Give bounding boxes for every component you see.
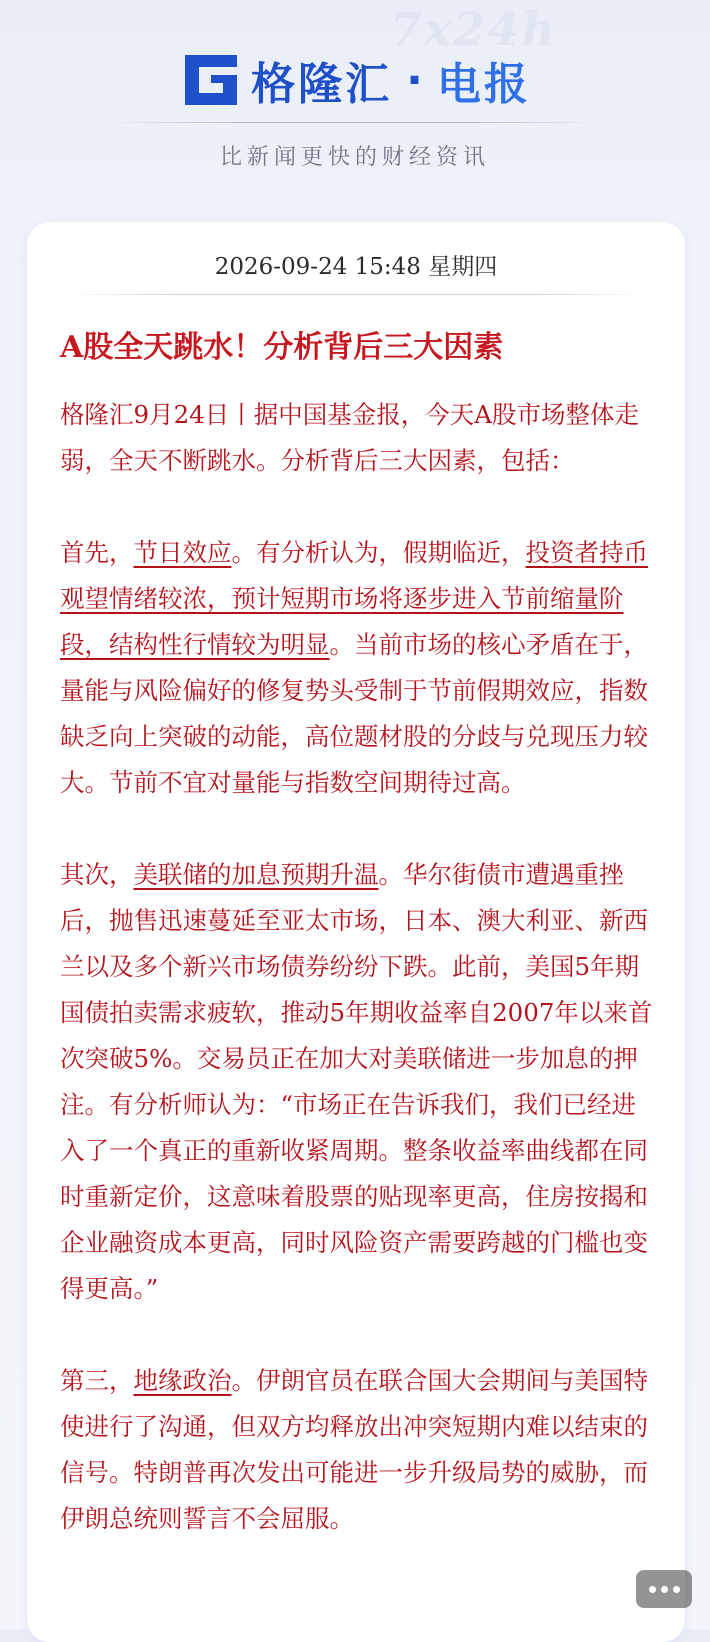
factor-3-topic: 地缘政治 <box>133 1366 232 1395</box>
brand-header <box>0 48 710 112</box>
factor-1-rest: 。当前市场的核心矛盾在于，量能与风险偏好的修复势头受制于节前假期效应，指数缺乏向上突破的动能，高位题材股的分歧与兑现压力较大。节前不宜对量能与指数空间期待过高。 <box>60 630 648 797</box>
brand-name: 格隆汇 <box>251 59 393 110</box>
factor-2-rest: 。华尔街债市遭遇重挫后，抛售迅速蔓延至亚太市场，日本、澳大利亚、新西兰以及多个新兴市场债券纷纷下跌。此前，美国5年期国债拍卖需求疲软，推动5年期收益率自2007年以来首次突破5%。交易员正在加大对美联储进一步加息的押注。有分析师认为：“市场正在告诉我们，我们已经进入了一个真正的重新收紧周期。整条收益率曲线都在同时重新定价，这意味着股票的贴现率更高，住房按揭和企业融资成本更高，同时风险资产需要跨越的门槛也变得更高。” <box>60 860 653 1303</box>
gelonghui-logo-icon <box>179 51 243 109</box>
factor-1-paragraph <box>60 530 656 806</box>
article-datetime: 2026-09-24 15:48 星期四 <box>214 254 498 280</box>
factor-1-lead: 首先， <box>60 538 134 567</box>
watermark-7x24h: 7x24h <box>390 2 557 56</box>
factor-3-paragraph <box>60 1358 656 1542</box>
factor-1-topic: 节日效应 <box>133 538 232 567</box>
intro-paragraph: 格隆汇9月24日丨据中国基金报，今天A股市场整体走弱，全天不断跳水。分析背后三大因素，包括： <box>60 400 639 475</box>
article-headline: A股全天跳水！分析背后三大因素 <box>60 330 504 365</box>
datetime-divider <box>67 294 645 295</box>
more-dots-icon[interactable] <box>636 1570 692 1608</box>
news-card <box>27 222 685 1642</box>
factor-1-highlight: 投资者持币观望情绪较浓，预计短期市场将逐步进入节前缩量阶段，结构性行情较为明显 <box>60 538 648 659</box>
factor-1-mid: 。有分析认为，假期临近， <box>231 538 526 567</box>
brand-separator: · <box>406 54 423 106</box>
factor-2-paragraph <box>60 852 656 1312</box>
tagline: 比新闻更快的财经资讯 <box>219 145 490 170</box>
article-body <box>60 392 656 1542</box>
factor-2-topic: 美联储的加息预期升温 <box>133 860 379 889</box>
tagline-divider <box>110 122 600 123</box>
factor-2-lead: 其次， <box>60 860 134 889</box>
factor-3-lead: 第三， <box>60 1366 134 1395</box>
factor-3-rest: 。伊朗官员在联合国大会期间与美国特使进行了沟通，但双方均释放出冲突短期内难以结束的信号。特朗普再次发出可能进一步升级局势的威胁，而伊朗总统则誓言不会屈服。 <box>60 1366 648 1533</box>
brand-subtitle: 电报 <box>436 59 531 110</box>
